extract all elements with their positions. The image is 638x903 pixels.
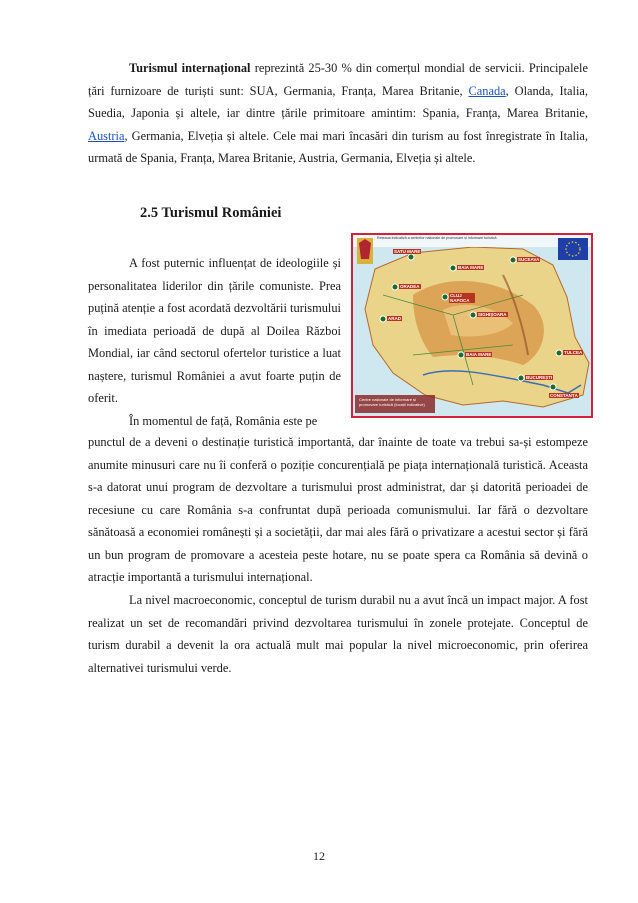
paragraph-romanian-tourism-left — [88, 252, 341, 432]
paragraph-international-tourism — [88, 57, 588, 170]
page-number: 12 — [313, 849, 325, 863]
paragraph-romania-destination: punctul de a deveni o destinație turistică importantă, dar înainte de toate va trebui sa-și estompeze anumite minusuri care nu îi conferă o poziție concurențială pe piața internațională turistică. Aceasta s-a datorat unui program de dezvoltare a turismului prost administrat, dar și datorită perioadei de recesiune cu care România s-a confruntat după perioada comunismului. Iar fără o dezvoltare sănătoasă a economiei românești și a societății, dar mai ales fără o privatizare a acestui sector și fără un bun program de promovare a acesteia peste hotare, nu se poate spera ca România să devină o atracție importantă a turismului internațional. — [88, 435, 588, 584]
text-segment: , Germania, Elveția și altele. Cele mai mari încasări din turism au fost înregistrate în Italia, urmată de Spania, Franța, Marea Britanie, Austria, Germania, Elveția și altele. — [88, 128, 588, 165]
map-city-label: ORADEA — [400, 284, 420, 289]
text-segment: , Olanda, Italia, Suedia, Japonia și altele, iar dintre țările primitoare amintim: Spania, Franța, Marea Britanie, — [88, 83, 588, 120]
map-city-label: ARAD — [388, 316, 401, 321]
map-city-label: CONSTANȚA — [550, 393, 578, 398]
map-legend: Centre naționale de informare și promovare turistică (locații indicative) — [359, 397, 425, 407]
map-city-label: TULCEA — [564, 350, 583, 355]
map-city-label: SIGHIȘOARA — [478, 312, 507, 317]
bold-lead: Turismul internațional — [129, 61, 251, 75]
link-austria[interactable]: Austria — [88, 128, 125, 143]
map-city-label: BAIA MARE — [458, 265, 484, 270]
text-segment: La nivel macroeconomic, conceptul de turism durabil nu a avut încă un impact major. A fost realizat un set de recomandări privind dezvoltarea turismului în zonele protejate. Conceptul de turism durabil a devenit la ora actuală mult mai popular la nivel microeconomic, prin oferirea alternativei turismului verde. — [88, 593, 588, 675]
map-graphic — [353, 235, 591, 416]
link-canada[interactable]: Canada — [468, 83, 506, 98]
text-segment: În momentul de față, România este pe — [129, 413, 318, 428]
text-segment: reprezintă 25-30 % din comerțul mondial de servicii. Principalele țări furnizoare de turiști sunt: SUA, Germania, Franța, Marea Britanie, — [88, 61, 588, 98]
section-heading: 2.5 Turismul României — [140, 205, 282, 221]
paragraph-sustainable-tourism — [88, 589, 588, 679]
romania-tourism-map — [351, 233, 593, 418]
text-segment: A fost puternic influențat de ideologiile și personalitatea liderilor din țările comuniste. Prea puțină atenție a fost acordată dezvoltării turismului în imediata perioadă de după al Doilea Război Mondial, iar când sectorul ofertelor turistice a luat naștere, turismul României a avut foarte puțin de oferit. — [88, 256, 341, 405]
map-city-label: BAIA MARE — [466, 352, 492, 357]
map-city-label: SUCEAVA — [518, 257, 540, 262]
map-title: Rețeaua indicativă a centrelor naționale de promovare și informare turistică — [377, 236, 497, 240]
map-city-label: BUCUREȘTI — [526, 375, 553, 380]
map-city-label: CLUJ NAPOCA — [449, 293, 475, 303]
map-city-label: SATU MARE — [394, 249, 421, 254]
